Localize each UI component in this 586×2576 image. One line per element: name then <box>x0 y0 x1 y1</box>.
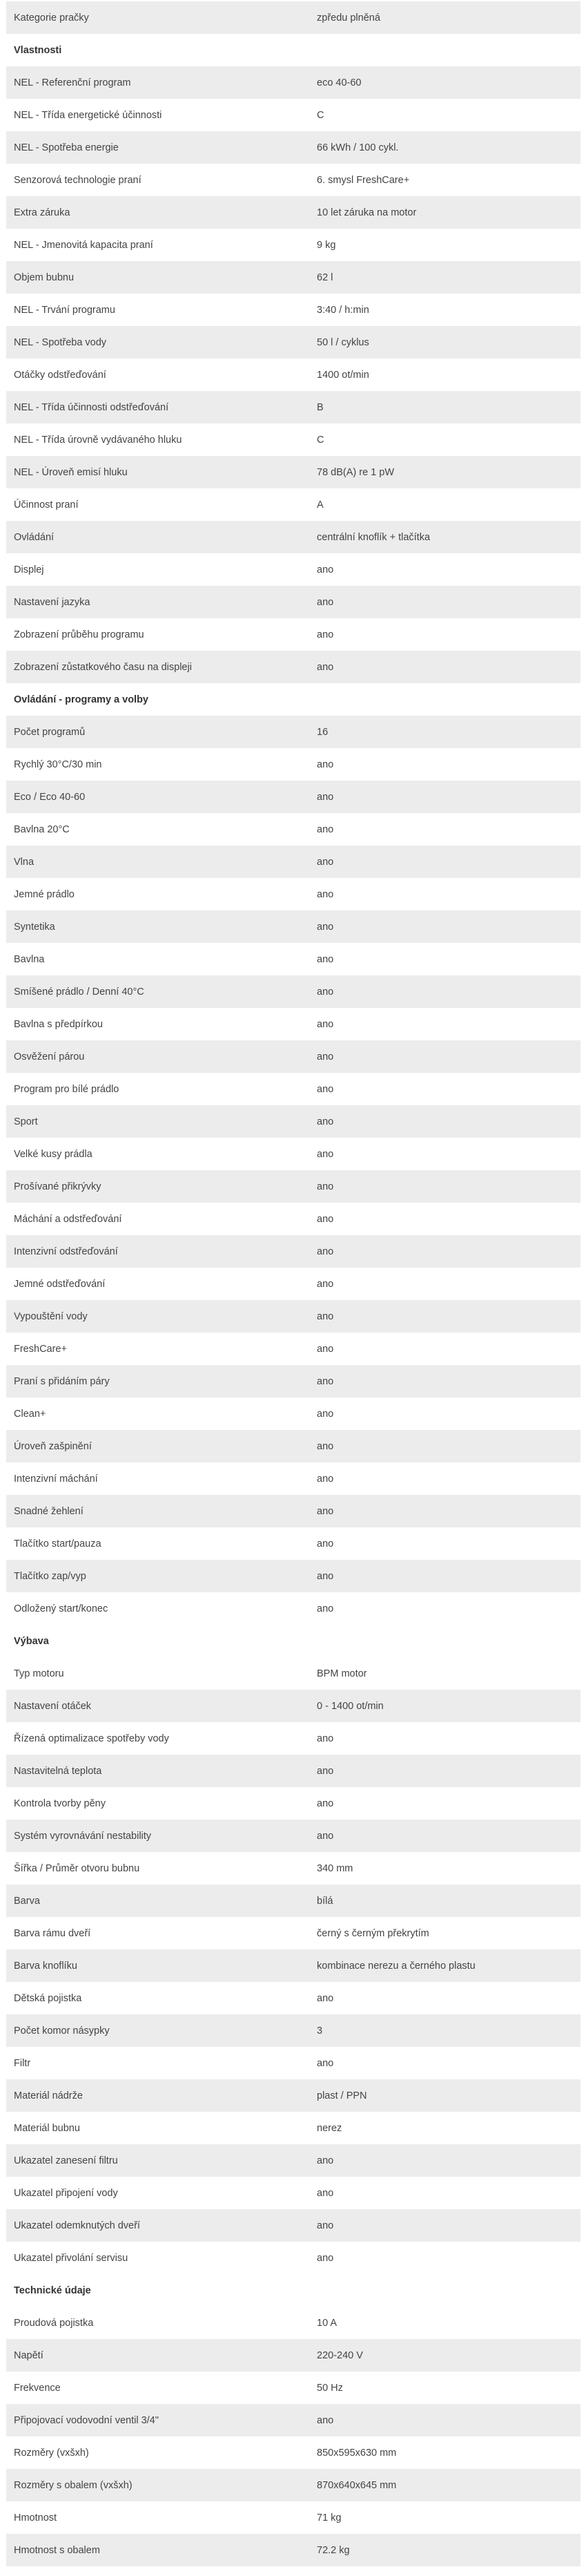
section-header <box>6 683 580 716</box>
spec-label: Účinnost praní <box>14 499 79 511</box>
spec-row <box>6 748 580 781</box>
spec-label: Typ motoru <box>14 1668 64 1679</box>
spec-label: NEL - Spotřeba energie <box>14 142 119 153</box>
spec-row <box>6 1592 580 1625</box>
spec-value: 220-240 V <box>317 2349 363 2361</box>
spec-value: ano <box>317 2057 334 2069</box>
section-title: Vlastnosti <box>14 44 62 56</box>
spec-value: ano <box>317 1733 334 1744</box>
spec-row <box>6 1787 580 1820</box>
spec-value: 340 mm <box>317 1862 353 1874</box>
spec-row <box>6 2469 580 2501</box>
spec-label: Rozměry (vxšxh) <box>14 2447 89 2459</box>
spec-row <box>6 1755 580 1787</box>
spec-label: Ukazatel odemknutých dveří <box>14 2220 140 2231</box>
spec-value: plast / PPN <box>317 2090 367 2101</box>
spec-row <box>6 846 580 878</box>
spec-label: Napětí <box>14 2349 43 2361</box>
spec-value: ano <box>317 1181 334 1192</box>
spec-label: FreshCare+ <box>14 1343 67 1355</box>
spec-label: NEL - Třída energetické účinnosti <box>14 109 162 121</box>
spec-value: ano <box>317 1408 334 1420</box>
spec-row <box>6 131 580 164</box>
spec-value: ano <box>317 1797 334 1809</box>
spec-value: ano <box>317 1116 334 1127</box>
spec-label: Ovládání <box>14 531 55 543</box>
spec-label: Intenzivní máchání <box>14 1473 98 1485</box>
spec-label: Počet programů <box>14 726 86 738</box>
spec-label: Odložený start/konec <box>14 1603 108 1614</box>
spec-row <box>6 2242 580 2274</box>
spec-row <box>6 1885 580 1917</box>
spec-row <box>6 813 580 846</box>
spec-value: 16 <box>317 726 329 738</box>
section-title: Technické údaje <box>14 2284 91 2296</box>
spec-label: Tlačítko zap/vyp <box>14 1570 86 1582</box>
spec-label: Dětská pojistka <box>14 1992 82 2004</box>
spec-label: Otáčky odstřeďování <box>14 369 106 381</box>
spec-value: ano <box>317 1765 334 1777</box>
spec-value: ano <box>317 1603 334 1614</box>
spec-value: 850x595x630 mm <box>317 2447 397 2459</box>
spec-label: Extra záruka <box>14 207 70 218</box>
spec-table-body <box>6 1 580 2566</box>
spec-value: 870x640x645 mm <box>317 2479 397 2491</box>
spec-label: Jemné odstřeďování <box>14 1278 106 1290</box>
spec-row <box>6 423 580 456</box>
spec-label: Smíšené prádlo / Denní 40°C <box>14 986 144 998</box>
spec-label: Snadné žehlení <box>14 1505 84 1517</box>
spec-value: 1400 ot/min <box>317 369 369 381</box>
spec-label: Ukazatel zanesení filtru <box>14 2155 118 2166</box>
spec-value: 9 kg <box>317 239 336 251</box>
spec-value: ano <box>317 759 334 770</box>
spec-label: Řízená optimalizace spotřeby vody <box>14 1733 169 1744</box>
spec-label: NEL - Třída účinnosti odstřeďování <box>14 401 169 413</box>
spec-row <box>6 521 580 553</box>
spec-value: ano <box>317 1538 334 1549</box>
spec-label: Barva <box>14 1895 40 1907</box>
spec-value: 50 l / cyklus <box>317 336 369 348</box>
spec-value: 10 let záruka na motor <box>317 207 417 218</box>
spec-row <box>6 1008 580 1040</box>
spec-row <box>6 2209 580 2242</box>
spec-row <box>6 1982 580 2014</box>
spec-row <box>6 2144 580 2177</box>
spec-row <box>6 1495 580 1527</box>
spec-row <box>6 66 580 99</box>
spec-value: ano <box>317 2220 334 2231</box>
spec-value: C <box>317 109 324 121</box>
section-title: Výbava <box>14 1635 49 1647</box>
spec-label: Barva knoflíku <box>14 1960 77 1972</box>
spec-value: 66 kWh / 100 cykl. <box>317 142 399 153</box>
spec-value: ano <box>317 1505 334 1517</box>
spec-value: bílá <box>317 1895 333 1907</box>
spec-row <box>6 196 580 229</box>
spec-row <box>6 1917 580 1949</box>
spec-label: Proudová pojistka <box>14 2317 94 2329</box>
spec-value: ano <box>317 596 334 608</box>
spec-table <box>6 1 580 2566</box>
spec-row <box>6 164 580 196</box>
spec-row <box>6 1722 580 1755</box>
spec-label: Hmotnost <box>14 2512 57 2523</box>
spec-label: Šířka / Průměr otvoru bubnu <box>14 1862 140 1874</box>
spec-row <box>6 488 580 521</box>
spec-row <box>6 1690 580 1722</box>
spec-value: ano <box>317 1310 334 1322</box>
spec-label: Bavlna 20°C <box>14 823 70 835</box>
spec-label: Máchání a odstřeďování <box>14 1213 122 1225</box>
spec-row <box>6 878 580 910</box>
spec-label: Materiál nádrže <box>14 2090 83 2101</box>
spec-value: BPM motor <box>317 1668 367 1679</box>
spec-value: 62 l <box>317 271 333 283</box>
spec-value: ano <box>317 1992 334 2004</box>
spec-value: kombinace nerezu a černého plastu <box>317 1960 476 1972</box>
spec-row <box>6 1268 580 1300</box>
spec-label: Osvěžení párou <box>14 1051 85 1062</box>
spec-value: ano <box>317 1343 334 1355</box>
spec-row <box>6 1105 580 1138</box>
section-title: Ovládání - programy a volby <box>14 694 148 705</box>
spec-value: ano <box>317 1570 334 1582</box>
spec-label: Kontrola tvorby pěny <box>14 1797 106 1809</box>
spec-label: Praní s přidáním páry <box>14 1375 110 1387</box>
spec-row <box>6 2047 580 2079</box>
spec-label: Bavlna <box>14 953 45 965</box>
spec-label: Filtr <box>14 2057 31 2069</box>
spec-label: Zobrazení zůstatkového času na displeji <box>14 661 192 673</box>
section-header <box>6 34 580 66</box>
spec-row <box>6 2534 580 2566</box>
spec-label: Displej <box>14 564 44 575</box>
spec-label: Frekvence <box>14 2382 61 2394</box>
spec-label: Nastavitelná teplota <box>14 1765 102 1777</box>
spec-row <box>6 2501 580 2534</box>
spec-label: Barva rámu dveří <box>14 1927 91 1939</box>
spec-label: Počet komor násypky <box>14 2025 110 2036</box>
spec-value: B <box>317 401 324 413</box>
spec-row <box>6 2307 580 2339</box>
spec-row <box>6 1040 580 1073</box>
spec-value: nerez <box>317 2122 342 2134</box>
spec-row <box>6 2014 580 2047</box>
spec-row <box>6 1138 580 1170</box>
spec-value: ano <box>317 1375 334 1387</box>
spec-value: ano <box>317 2414 334 2426</box>
spec-row <box>6 2079 580 2112</box>
spec-row <box>6 456 580 488</box>
spec-value: ano <box>317 661 334 673</box>
spec-row <box>6 1820 580 1852</box>
spec-row <box>6 1462 580 1495</box>
spec-label: Ukazatel přivolání servisu <box>14 2252 128 2264</box>
spec-value: 3 <box>317 2025 323 2036</box>
spec-row <box>6 618 580 651</box>
spec-label: Připojovací vodovodní ventil 3/4" <box>14 2414 159 2426</box>
spec-row <box>6 553 580 586</box>
spec-label: NEL - Úroveň emisí hluku <box>14 466 128 478</box>
spec-label: Velké kusy prádla <box>14 1148 92 1160</box>
spec-label: Nastavení jazyka <box>14 596 90 608</box>
spec-row <box>6 1365 580 1397</box>
spec-row <box>6 910 580 943</box>
spec-row <box>6 1 580 34</box>
spec-label: Prošívané přikrývky <box>14 1181 101 1192</box>
spec-label: Materiál bubnu <box>14 2122 80 2134</box>
spec-value: eco 40-60 <box>317 77 362 88</box>
spec-row <box>6 1397 580 1430</box>
spec-value: 10 A <box>317 2317 338 2329</box>
spec-value: 0 - 1400 ot/min <box>317 1700 384 1712</box>
spec-value: ano <box>317 986 334 998</box>
spec-label: NEL - Spotřeba vody <box>14 336 107 348</box>
spec-row <box>6 2339 580 2372</box>
spec-label: Bavlna s předpírkou <box>14 1018 103 1030</box>
spec-row <box>6 1073 580 1105</box>
spec-row <box>6 1333 580 1365</box>
spec-row <box>6 1560 580 1592</box>
spec-row <box>6 99 580 131</box>
spec-label: Zobrazení průběhu programu <box>14 629 144 640</box>
spec-label: NEL - Jmenovitá kapacita praní <box>14 239 153 251</box>
spec-row <box>6 2177 580 2209</box>
spec-row <box>6 1430 580 1462</box>
spec-label: Systém vyrovnávání nestability <box>14 1830 152 1842</box>
spec-label: Kategorie pračky <box>14 12 89 23</box>
spec-value: ano <box>317 1246 334 1257</box>
spec-value: 71 kg <box>317 2512 342 2523</box>
spec-value: ano <box>317 1473 334 1485</box>
spec-value: ano <box>317 1018 334 1030</box>
spec-label: Senzorová technologie praní <box>14 174 141 186</box>
spec-row <box>6 716 580 748</box>
spec-value: ano <box>317 921 334 933</box>
spec-value: černý s černým překrytím <box>317 1927 429 1939</box>
spec-row <box>6 1527 580 1560</box>
spec-label: Úroveň zašpinění <box>14 1440 92 1452</box>
spec-row <box>6 1949 580 1982</box>
section-header <box>6 1625 580 1657</box>
spec-value: C <box>317 434 324 446</box>
spec-value: ano <box>317 1051 334 1062</box>
spec-label: Nastavení otáček <box>14 1700 92 1712</box>
spec-value: 6. smysl FreshCare+ <box>317 174 410 186</box>
spec-value: A <box>317 499 324 511</box>
spec-row <box>6 2436 580 2469</box>
spec-value: zpředu plněná <box>317 12 380 23</box>
spec-row <box>6 586 580 618</box>
spec-label: NEL - Třída úrovně vydávaného hluku <box>14 434 182 446</box>
spec-label: Intenzivní odstřeďování <box>14 1246 118 1257</box>
spec-row <box>6 975 580 1008</box>
spec-row <box>6 1235 580 1268</box>
spec-label: Vypouštění vody <box>14 1310 88 1322</box>
spec-value: ano <box>317 1278 334 1290</box>
spec-value: ano <box>317 564 334 575</box>
spec-value: ano <box>317 2155 334 2166</box>
spec-value: ano <box>317 856 334 868</box>
spec-label: Objem bubnu <box>14 271 75 283</box>
spec-row <box>6 1170 580 1203</box>
spec-label: Syntetika <box>14 921 55 933</box>
spec-value: ano <box>317 629 334 640</box>
spec-row <box>6 943 580 975</box>
spec-value: 50 Hz <box>317 2382 343 2394</box>
spec-row <box>6 2404 580 2436</box>
spec-value: 72.2 kg <box>317 2544 350 2556</box>
spec-label: Jemné prádlo <box>14 888 75 900</box>
spec-value: 78 dB(A) re 1 pW <box>317 466 395 478</box>
spec-value: ano <box>317 888 334 900</box>
spec-row <box>6 326 580 359</box>
spec-value: 3:40 / h:min <box>317 304 369 316</box>
spec-label: Clean+ <box>14 1408 46 1420</box>
spec-label: Rychlý 30°C/30 min <box>14 759 102 770</box>
spec-label: NEL - Trvání programu <box>14 304 115 316</box>
spec-label: NEL - Referenční program <box>14 77 131 88</box>
spec-value: ano <box>317 1083 334 1095</box>
spec-label: Eco / Eco 40-60 <box>14 791 86 803</box>
spec-value: ano <box>317 1830 334 1842</box>
spec-value: centrální knoflík + tlačítka <box>317 531 431 543</box>
spec-row <box>6 1203 580 1235</box>
spec-value: ano <box>317 823 334 835</box>
spec-row <box>6 1852 580 1885</box>
spec-value: ano <box>317 953 334 965</box>
spec-value: ano <box>317 1148 334 1160</box>
spec-value: ano <box>317 1440 334 1452</box>
spec-label: Tlačítko start/pauza <box>14 1538 101 1549</box>
spec-label: Ukazatel připojení vody <box>14 2187 118 2199</box>
spec-row <box>6 1300 580 1333</box>
spec-label: Hmotnost s obalem <box>14 2544 100 2556</box>
spec-row <box>6 294 580 326</box>
spec-row <box>6 359 580 391</box>
spec-row <box>6 261 580 294</box>
spec-label: Rozměry s obalem (vxšxh) <box>14 2479 133 2491</box>
spec-row <box>6 391 580 423</box>
spec-value: ano <box>317 1213 334 1225</box>
spec-label: Program pro bílé prádlo <box>14 1083 119 1095</box>
spec-row <box>6 781 580 813</box>
spec-row <box>6 2372 580 2404</box>
spec-value: ano <box>317 2187 334 2199</box>
section-header <box>6 2274 580 2307</box>
spec-row <box>6 229 580 261</box>
spec-row <box>6 2112 580 2144</box>
spec-label: Vlna <box>14 856 35 868</box>
spec-row <box>6 1657 580 1690</box>
spec-row <box>6 651 580 683</box>
spec-label: Sport <box>14 1116 38 1127</box>
spec-value: ano <box>317 791 334 803</box>
spec-value: ano <box>317 2252 334 2264</box>
